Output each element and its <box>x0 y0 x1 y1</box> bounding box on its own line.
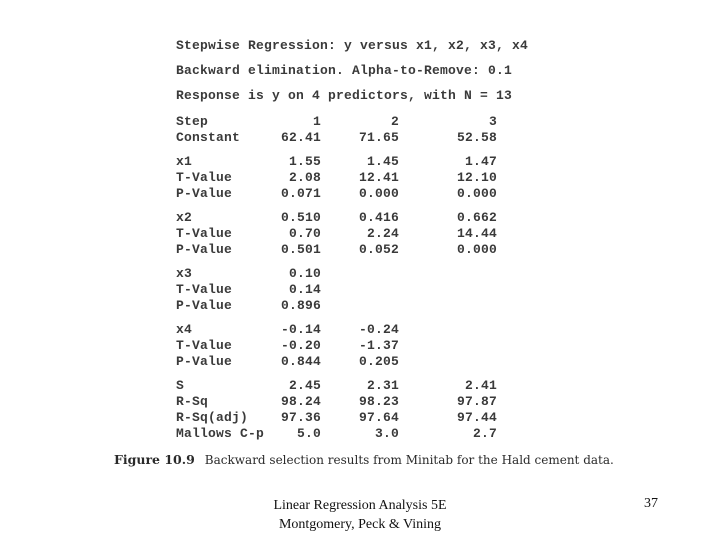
step-2-value: 71.65 <box>358 130 399 145</box>
table-row <box>176 114 516 130</box>
step-2-value: 2.31 <box>366 378 399 393</box>
step-2-value: 0.416 <box>358 210 399 225</box>
row-label: T-Value <box>176 226 233 241</box>
step-1-value: 2.45 <box>288 378 321 393</box>
row-label: T-Value <box>176 170 233 185</box>
step-1-value: 62.41 <box>280 130 321 145</box>
row-label: T-Value <box>176 282 233 297</box>
step-1-value: 97.36 <box>280 410 321 425</box>
row-label: x1 <box>176 154 193 169</box>
page-number: 37 <box>644 496 658 511</box>
footer-authors: Montgomery, Peck & Vining <box>278 517 442 532</box>
step-2-value: 98.23 <box>358 394 399 409</box>
row-label: P-Value <box>176 298 233 313</box>
step-3-value: 97.44 <box>456 410 497 425</box>
step-3-value: 52.58 <box>456 130 497 145</box>
footer-book-title: Linear Regression Analysis 5E <box>273 498 447 513</box>
row-label: S <box>176 378 185 393</box>
table-row <box>176 282 516 298</box>
step-1-value: 0.071 <box>280 186 321 201</box>
table-row <box>176 298 516 314</box>
step-1-value: -0.14 <box>280 322 321 337</box>
step-3-value: 1.47 <box>464 154 497 169</box>
row-label: P-Value <box>176 242 233 257</box>
step-2-value: 2 <box>390 114 399 129</box>
step-3-value: 0.000 <box>456 186 497 201</box>
step-1-value: 0.510 <box>280 210 321 225</box>
step-3-value: 12.10 <box>456 170 497 185</box>
row-label: x4 <box>176 322 193 337</box>
row-label: T-Value <box>176 338 233 353</box>
table-row <box>176 354 516 370</box>
table-row <box>176 226 516 242</box>
response-line: Response is y on 4 predictors, with N = 13 <box>176 88 513 103</box>
row-label: Constant <box>176 130 241 145</box>
step-3-value: 0.662 <box>456 210 497 225</box>
step-1-value: 0.14 <box>288 282 321 297</box>
step-2-value: 3.0 <box>374 426 399 441</box>
table-row <box>176 410 516 426</box>
step-2-value: 97.64 <box>358 410 399 425</box>
row-label: Step <box>176 114 209 129</box>
table-row <box>176 426 516 442</box>
step-3-value: 2.41 <box>464 378 497 393</box>
step-2-value: -1.37 <box>358 338 399 353</box>
step-2-value: 1.45 <box>366 154 399 169</box>
step-1-value: -0.20 <box>280 338 321 353</box>
step-1-value: 5.0 <box>296 426 321 441</box>
method-line: Backward elimination. Alpha-to-Remove: 0.1 <box>176 63 513 78</box>
step-3-value: 2.7 <box>472 426 497 441</box>
row-label: Mallows C-p <box>176 426 265 441</box>
step-2-value: 0.205 <box>358 354 399 369</box>
step-1-value: 98.24 <box>280 394 321 409</box>
row-label: R-Sq <box>176 394 209 409</box>
table-row <box>176 130 516 146</box>
step-3-value: 0.000 <box>456 242 497 257</box>
step-2-value: 0.052 <box>358 242 399 257</box>
step-2-value: 2.24 <box>366 226 399 241</box>
step-1-value: 0.896 <box>280 298 321 313</box>
row-label: P-Value <box>176 354 233 369</box>
row-label: P-Value <box>176 186 233 201</box>
step-1-value: 2.08 <box>288 170 321 185</box>
table-row <box>176 338 516 354</box>
step-3-value: 97.87 <box>456 394 497 409</box>
output-title: Stepwise Regression: y versus x1, x2, x3, x4 <box>176 38 529 53</box>
table-row <box>176 170 516 186</box>
step-3-value: 3 <box>488 114 497 129</box>
table-row <box>176 322 516 338</box>
step-1-value: 0.844 <box>280 354 321 369</box>
table-row <box>176 266 516 282</box>
table-row <box>176 242 516 258</box>
caption-text: Backward selection results from Minitab for the Hald cement data. <box>204 453 614 467</box>
step-1-value: 0.10 <box>288 266 321 281</box>
table-row <box>176 378 516 394</box>
step-2-value: 12.41 <box>358 170 399 185</box>
row-label: x2 <box>176 210 193 225</box>
slide-footer <box>230 496 490 534</box>
figure-caption <box>114 452 614 467</box>
step-2-value: -0.24 <box>358 322 399 337</box>
step-1-value: 1 <box>312 114 321 129</box>
step-1-value: 0.70 <box>288 226 321 241</box>
step-3-value: 14.44 <box>456 226 497 241</box>
step-2-value: 0.000 <box>358 186 399 201</box>
table-row <box>176 210 516 226</box>
table-row <box>176 186 516 202</box>
figure-number: Figure 10.9 <box>114 452 195 467</box>
table-row <box>176 154 516 170</box>
step-1-value: 0.501 <box>280 242 321 257</box>
row-label: R-Sq(adj) <box>176 410 249 425</box>
step-1-value: 1.55 <box>288 154 321 169</box>
row-label: x3 <box>176 266 193 281</box>
table-row <box>176 394 516 410</box>
